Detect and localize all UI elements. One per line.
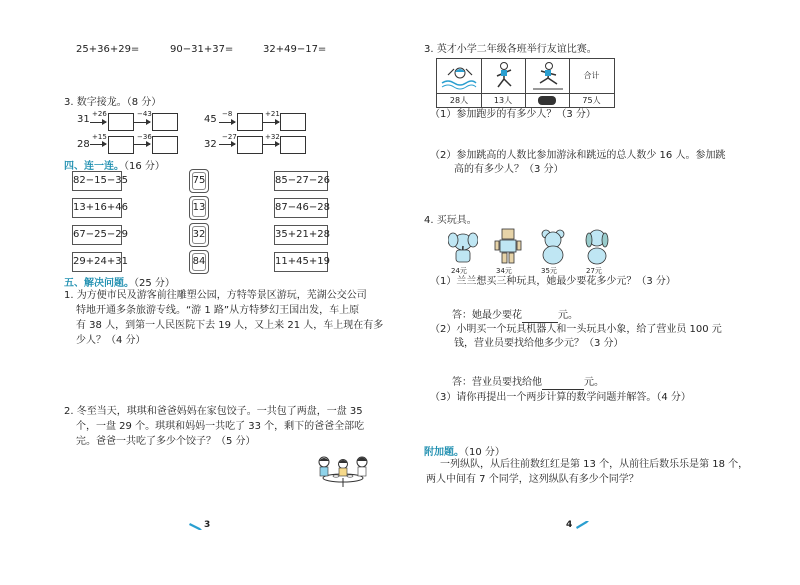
match-mid-3[interactable] (189, 223, 209, 247)
match-value: 84 (192, 256, 206, 267)
swimming-icon (440, 61, 478, 91)
answer-prefix: 答：她最少要花 (452, 310, 522, 321)
chain-op: −43 (137, 110, 152, 118)
arrow (263, 122, 279, 123)
arrow (90, 122, 106, 123)
problem-line: 个，一盘 29 个。琪琪和妈妈一共吃了 33 个，剩下的爸爸全部吃 (76, 421, 365, 432)
answer-box[interactable] (152, 136, 178, 154)
match-value: 75 (192, 175, 206, 186)
problem-4-q3: （3）请你再提出一个两步计算的数学问题并解答。（4 分） (430, 392, 691, 403)
match-mid-4[interactable] (189, 250, 209, 274)
problem-line: 1. 为方便市民及游客前往雕塑公园，方特等景区游玩，芜湖公交公司 (64, 290, 367, 301)
family-dumplings-illustration (312, 452, 374, 488)
section-points: （25 分） (134, 278, 175, 289)
answer-1 (452, 309, 578, 323)
bonus-line-2: 两人中间有 7 个同学，这列纵队有多少个同学？ (426, 474, 639, 485)
problem-2 (64, 404, 364, 449)
answer-2 (452, 376, 604, 390)
answer-box[interactable] (108, 136, 134, 154)
chain-op: +32 (265, 133, 280, 141)
problem-4-q2-line1: （2）小明买一个玩具机器人和一头玩具小象，给了营业员 100 元 (430, 324, 722, 335)
problem-3-title: 3. 英才小学二年级各班举行友谊比赛。 (424, 44, 597, 55)
chain-op: +26 (92, 110, 107, 118)
dog-toy-icon (582, 226, 612, 266)
total-header: 合计 (583, 71, 600, 80)
calc-1: 25+36+29= (76, 44, 140, 55)
arrow (90, 144, 106, 145)
chain-start: 28 (77, 139, 90, 150)
elephant-toy-icon (448, 228, 478, 266)
chain-op: +21 (265, 110, 280, 118)
chain-op: −36 (137, 133, 152, 141)
robot-toy-icon (493, 226, 523, 266)
pencil-icon (189, 521, 203, 531)
bonus-title (424, 443, 505, 458)
section-title-text: 五、解决问题。 (64, 278, 134, 289)
arrow (219, 122, 235, 123)
page-number: 4 (566, 520, 573, 530)
toy-price: 27元 (586, 267, 602, 275)
chain-op: −27 (222, 133, 237, 141)
long-jump-icon (531, 61, 565, 91)
pencil-icon (576, 520, 590, 530)
answer-box[interactable] (152, 113, 178, 131)
answer-prefix: 答：营业员要找给他 (452, 377, 542, 388)
page-number: 3 (204, 520, 211, 530)
toy-price: 34元 (496, 267, 512, 275)
problem-3-q1: （1）参加跑步的有多少人？（3 分） (430, 109, 596, 120)
answer-blank[interactable] (542, 379, 584, 390)
match-right-4[interactable]: 11+45+19 (274, 252, 328, 272)
arrow (263, 144, 279, 145)
section-5-title (64, 274, 175, 289)
answer-box[interactable] (280, 113, 306, 131)
match-left-2[interactable]: 13+16+46 (72, 198, 122, 218)
answer-box[interactable] (108, 113, 134, 131)
section-points: （10 分） (464, 447, 505, 458)
answer-suffix: 元。 (558, 310, 578, 321)
competition-table (436, 58, 615, 108)
table-cell: 13人 (493, 96, 513, 105)
calc-2: 90−31+37= (170, 44, 234, 55)
match-mid-1[interactable] (189, 169, 209, 193)
match-left-1[interactable]: 82−15−35 (72, 171, 122, 191)
table-cell: 75人 (582, 96, 601, 105)
problem-line: 2. 冬至当天，琪琪和爸爸妈妈在家包饺子。一共包了两盘，一盘 35 (64, 406, 363, 417)
q3-title: 3. 数字接龙。（8 分） (64, 97, 162, 108)
chain-op: +15 (92, 133, 107, 141)
problem-4-title: 4. 买玩具。 (424, 215, 477, 226)
match-mid-2[interactable] (189, 196, 209, 220)
bonus-line-1: 一列纵队，从后往前数红红是第 13 个，从前往后数乐乐是第 18 个， (440, 459, 749, 470)
answer-blank[interactable] (522, 312, 558, 323)
section-title-text: 四、连一连。 (64, 161, 124, 172)
arrow (134, 144, 150, 145)
answer-box[interactable] (237, 113, 263, 131)
match-right-3[interactable]: 35+21+28 (274, 225, 328, 245)
teddy-bear-toy-icon (538, 228, 568, 266)
answer-suffix: 元。 (584, 377, 604, 388)
match-left-3[interactable]: 67−25−29 (72, 225, 122, 245)
table-cell: 28人 (449, 96, 469, 105)
section-title-text: 附加题。 (424, 447, 464, 458)
arrow (134, 122, 150, 123)
problem-3-q2-line2: 高的有多少人？（3 分） (454, 164, 564, 175)
toy-price: 24元 (451, 267, 467, 275)
problem-3-q2-line1: （2）参加跳高的人数比参加游泳和跳远的总人数少 16 人。参加跳 (430, 150, 726, 161)
section-points: （16 分） (124, 161, 165, 172)
problem-line: 特地开通多条旅游专线。“游 1 路”从方特梦幻王国出发，车上原 (76, 305, 360, 316)
arrow (219, 144, 235, 145)
chain-start: 31 (77, 114, 90, 125)
match-value: 13 (192, 202, 206, 213)
answer-box[interactable] (237, 136, 263, 154)
right-page (400, 0, 800, 585)
problem-line: 完。爸爸一共吃了多少个饺子？（5 分） (76, 436, 256, 447)
problem-line: 少人？（4 分） (76, 335, 146, 346)
problem-1 (64, 288, 383, 348)
ink-blot (538, 96, 556, 105)
problem-4-q1: （1）兰兰想买三种玩具，她最少要花多少元？（3 分） (430, 276, 676, 287)
chain-start: 32 (204, 139, 217, 150)
problem-line: 有 38 人，到第一人民医院下去 19 人，又上来 21 人，车上现在有多 (76, 320, 384, 331)
toy-price: 35元 (541, 267, 557, 275)
answer-box[interactable] (280, 136, 306, 154)
match-right-2[interactable]: 87−46−28 (274, 198, 328, 218)
calc-3: 32+49−17= (263, 44, 327, 55)
section-4-title (64, 157, 165, 172)
chain-op: −8 (222, 110, 233, 118)
match-right-1[interactable]: 85−27−26 (274, 171, 328, 191)
running-icon (487, 61, 521, 91)
chain-start: 45 (204, 114, 217, 125)
match-value: 32 (192, 229, 206, 240)
problem-4-q2-line2: 钱，营业员要找给他多少元？（3 分） (454, 338, 624, 349)
match-left-4[interactable]: 29+24+31 (72, 252, 122, 272)
